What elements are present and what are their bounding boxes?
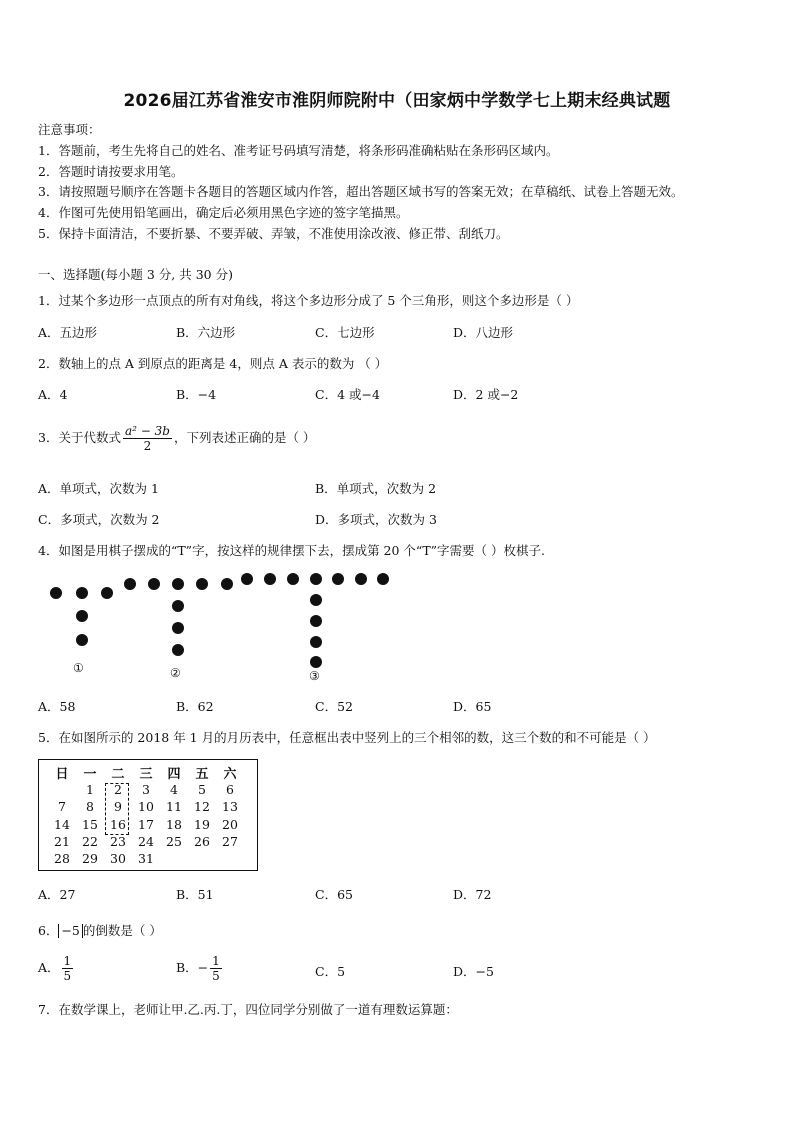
chess-piece	[221, 578, 233, 590]
q6-option-a-label: A．	[38, 960, 60, 975]
q6-option-a	[38, 954, 75, 983]
weekday-header: 四	[167, 767, 181, 782]
calendar-day: 13	[222, 799, 238, 814]
q2-option-b: B．−4	[176, 387, 217, 402]
chess-piece	[172, 622, 184, 634]
calendar-day: 26	[194, 834, 210, 849]
calendar-day: 31	[138, 851, 154, 866]
notice-heading: 注意事项：	[38, 122, 101, 137]
question-5-stem: 5．在如图所示的 2018 年 1 月的月历表中，任意框出表中竖列上的三个相邻的数，这三个数的和不可能是（ ）	[38, 730, 656, 745]
calendar-day: 8	[86, 799, 94, 814]
q5-option-d: D．72	[453, 887, 492, 902]
calendar-day: 2	[114, 782, 122, 797]
calendar-day: 23	[110, 834, 126, 849]
q2-option-d: D．2 或−2	[453, 387, 519, 402]
q6-option-a-fraction	[62, 954, 74, 983]
chess-piece	[355, 573, 367, 585]
chess-piece	[172, 600, 184, 612]
calendar-day: 24	[138, 834, 154, 849]
notice-item: 5．保持卡面清洁，不要折暴、不要弄破、弄皱，不准使用涂改液、修正带、刮纸刀。	[38, 226, 509, 241]
q3-prefix: 3．关于代数式	[38, 430, 121, 445]
q4-option-b: B．62	[176, 699, 214, 714]
chess-piece	[76, 610, 88, 622]
fraction-denominator: 5	[63, 969, 72, 983]
calendar-day: 4	[170, 782, 178, 797]
calendar-day: 18	[166, 817, 182, 832]
calendar-day: 5	[198, 782, 206, 797]
calendar-day: 3	[142, 782, 150, 797]
calendar-day: 30	[110, 851, 126, 866]
fraction-numerator: 1	[63, 954, 72, 968]
q3-numerator: a² − 3b	[124, 424, 170, 438]
calendar-day: 20	[222, 817, 238, 832]
figure-label: ②	[170, 666, 181, 680]
q6-suffix: 的倒数是（ ）	[82, 923, 162, 938]
chess-piece	[172, 578, 184, 590]
calendar-day: 1	[86, 782, 94, 797]
chess-piece	[310, 656, 322, 668]
calendar-day: 28	[54, 851, 70, 866]
calendar-day: 15	[82, 817, 98, 832]
q6-option-b-label: B．−	[176, 960, 209, 975]
section-heading: 一、选择题(每小题 3 分, 共 30 分)	[38, 267, 233, 282]
q1-option-d: D．八边形	[453, 325, 514, 340]
chess-piece	[310, 636, 322, 648]
chess-piece	[196, 578, 208, 590]
q5-option-c: C．65	[315, 887, 353, 902]
calendar-day: 11	[166, 799, 182, 814]
question-4-stem: 4．如图是用棋子摆成的“T”字，按这样的规律摆下去，摆成第 20 个“T”字需要（ ）枚棋子.	[38, 543, 545, 558]
q4-option-a: A．58	[38, 699, 76, 714]
chess-piece	[101, 587, 113, 599]
chess-piece	[148, 578, 160, 590]
calendar-day: 16	[110, 817, 126, 832]
calendar-day: 19	[194, 817, 210, 832]
question-6-stem	[38, 921, 162, 939]
calendar-day: 7	[58, 799, 66, 814]
weekday-header: 六	[223, 767, 237, 782]
calendar-table	[38, 759, 258, 871]
q1-option-c: C．七边形	[315, 325, 375, 340]
figure-label: ①	[73, 661, 84, 675]
chess-piece	[310, 573, 322, 585]
chess-piece	[50, 587, 62, 599]
notice-item: 1．答题前，考生先将自己的姓名、准考证号码填写清楚，将条形码准确粘贴在条形码区域内。	[38, 143, 559, 158]
calendar-day: 9	[114, 799, 122, 814]
calendar-day: 10	[138, 799, 154, 814]
page-title: 2026届江苏省淮安市淮阴师院附中（田家炳中学数学七上期末经典试题	[123, 91, 671, 111]
weekday-header: 五	[195, 767, 209, 782]
q4-option-d: D．65	[453, 699, 492, 714]
calendar-day: 6	[226, 782, 234, 797]
calendar-day: 12	[194, 799, 210, 814]
q3-suffix: ，下列表述正确的是（ ）	[173, 430, 316, 445]
q3-denominator: 2	[143, 439, 152, 453]
calendar-day: 29	[82, 851, 98, 866]
weekday-header: 日	[55, 767, 69, 782]
chess-piece	[332, 573, 344, 585]
q1-option-b: B．六边形	[176, 325, 236, 340]
chess-piece	[76, 587, 88, 599]
notice-item: 4．作图可先使用铅笔画出，确定后必须用黑色字迹的签字笔描黑。	[38, 205, 409, 220]
q3-fraction	[123, 424, 172, 453]
calendar-day: 14	[54, 817, 70, 832]
question-3-stem	[38, 424, 315, 453]
calendar-day: 17	[138, 817, 154, 832]
question-1-stem: 1．过某个多边形一点顶点的所有对角线，将这个多边形分成了 5 个三角形，则这个多边形是（ ）	[38, 293, 579, 308]
notice-item: 3．请按照题号顺序在答题卡各题目的答题区域内作答，超出答题区域书写的答案无效；在草稿纸、试卷上答题无效。	[38, 184, 684, 199]
calendar-day: 22	[82, 834, 98, 849]
chess-piece	[124, 578, 136, 590]
q3-option-b: B．单项式，次数为 2	[315, 481, 437, 496]
weekday-header: 三	[139, 767, 153, 782]
chess-piece	[377, 573, 389, 585]
chess-piece	[172, 644, 184, 656]
notice-item: 2．答题时请按要求用笔。	[38, 164, 184, 179]
q1-option-a: A．五边形	[38, 325, 98, 340]
q5-option-b: B．51	[176, 887, 214, 902]
chess-piece	[310, 615, 322, 627]
q4-option-c: C．52	[315, 699, 353, 714]
question-2-stem: 2．数轴上的点 A 到原点的距离是 4，则点 A 表示的数为 （ ）	[38, 356, 388, 371]
question-7-stem: 7．在数学课上，老师让甲.乙.丙.丁，四位同学分别做了一道有理数运算题：	[38, 1002, 458, 1017]
chess-piece	[310, 594, 322, 606]
q3-option-c: C．多项式，次数为 2	[38, 512, 160, 527]
q6-option-d: D．−5	[453, 964, 494, 979]
figure-label: ③	[309, 669, 320, 683]
calendar-day: 27	[222, 834, 238, 849]
chess-piece	[264, 573, 276, 585]
q6-option-b-fraction	[210, 954, 222, 983]
q5-option-a: A．27	[38, 887, 76, 902]
chess-piece	[241, 573, 253, 585]
q6-option-c: C．5	[315, 964, 346, 979]
weekday-header: 二	[111, 767, 125, 782]
fraction-denominator: 5	[212, 969, 220, 983]
chess-piece	[287, 573, 299, 585]
q2-option-c: C．4 或−4	[315, 387, 380, 402]
calendar-day: 21	[54, 834, 70, 849]
q3-option-a: A．单项式，次数为 1	[38, 481, 159, 496]
weekday-header: 一	[83, 767, 97, 782]
q2-option-a: A．4	[38, 387, 68, 402]
calendar-day: 25	[166, 834, 182, 849]
q3-option-d: D．多项式，次数为 3	[315, 512, 437, 527]
q6-absolute-value: −5	[58, 924, 82, 938]
q6-prefix: 6．	[38, 923, 59, 938]
chess-piece	[76, 634, 88, 646]
fraction-numerator: 1	[212, 954, 220, 968]
q6-option-b	[176, 954, 224, 983]
